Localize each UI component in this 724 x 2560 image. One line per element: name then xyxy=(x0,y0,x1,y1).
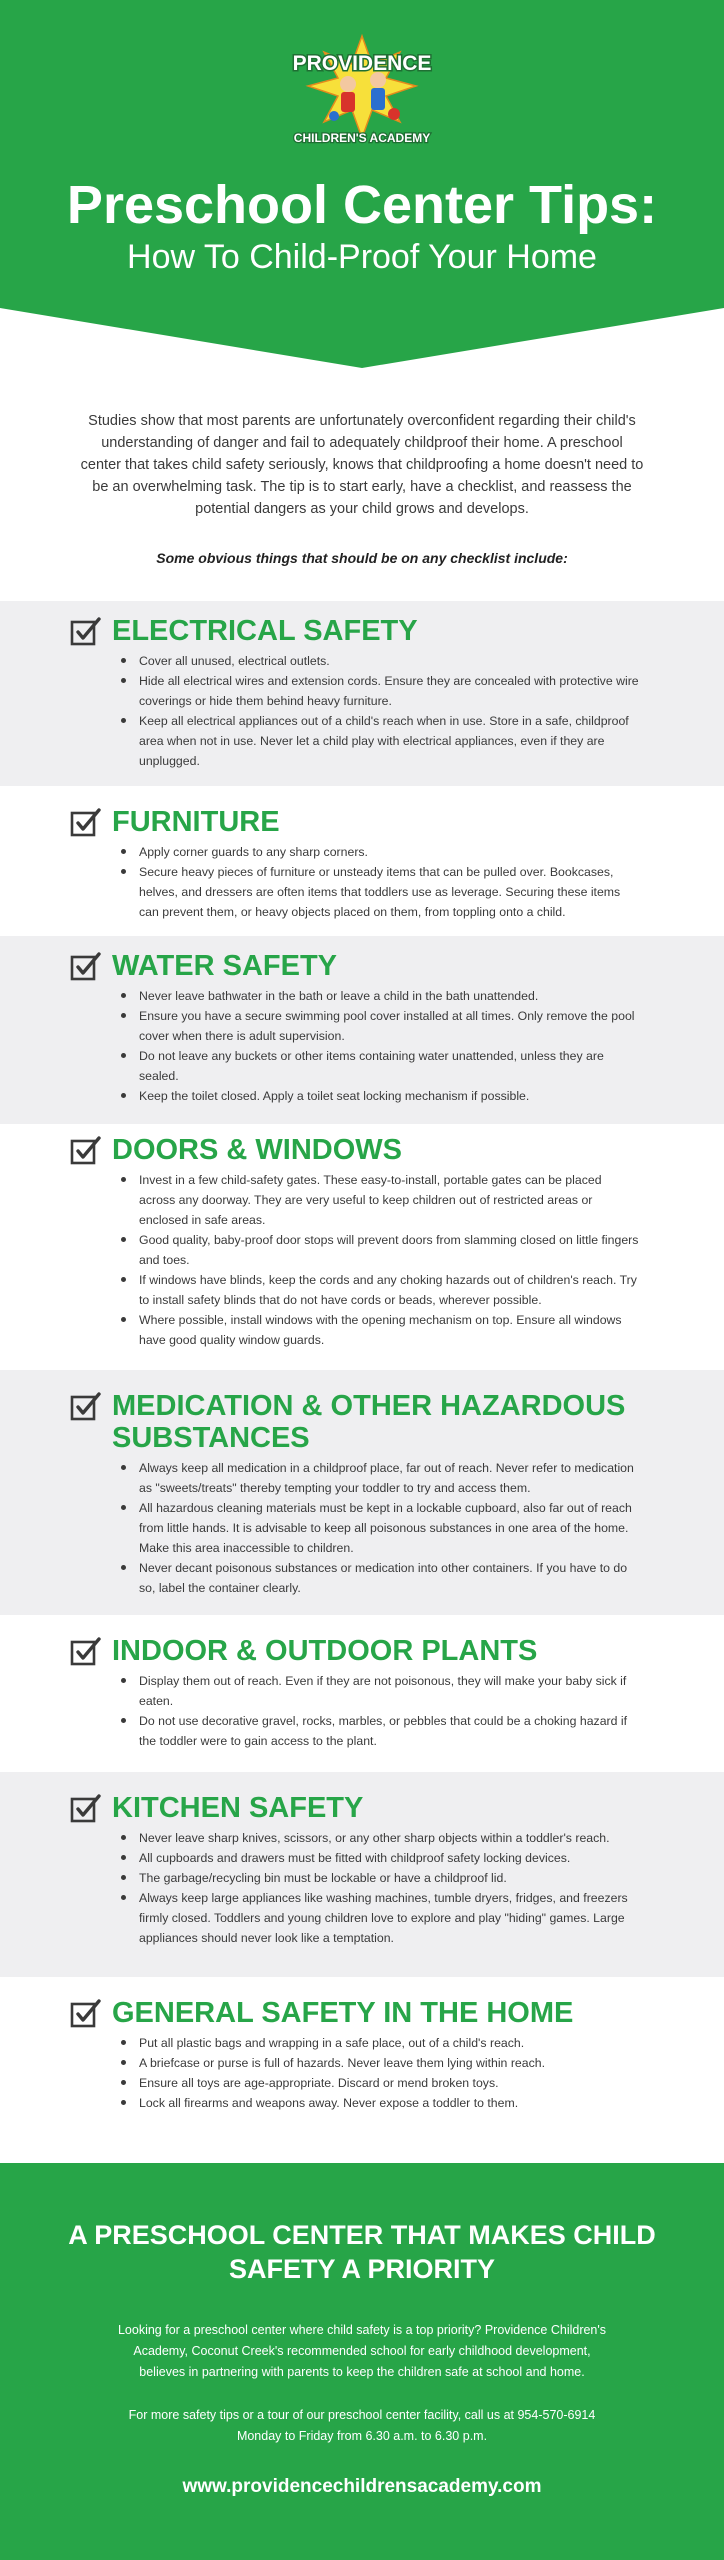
tip-item: Lock all firearms and weapons away. Never expose a toddler to them. xyxy=(139,2093,639,2113)
tip-item: Always keep large appliances like washing machines, tumble dryers, fridges, and freezers firmly closed. Toddlers and young children love to explore and play "hiding" games. Large appliances should never look like a temptation. xyxy=(139,1888,639,1948)
checkbox-icon xyxy=(70,1636,102,1668)
footer-paragraph: Looking for a preschool center where child safety is a top priority? Providence Children's Academy, Coconut Creek's recommended school for early childhood development, believes in partnering with parents to keep the children safe at school and home. xyxy=(117,2323,607,2379)
tip-list xyxy=(139,842,639,922)
tip-item: Ensure all toys are age-appropriate. Discard or mend broken toys. xyxy=(139,2073,639,2093)
tip-item: All hazardous cleaning materials must be kept in a lockable cupboard, also far out of reach from little hands. It is advisable to keep all poisonous substances in one area of the home. Make this area inaccessible to children. xyxy=(139,1498,639,1558)
tip-item: Apply corner guards to any sharp corners. xyxy=(139,842,639,862)
section-title: MEDICATION & OTHER HAZARDOUS SUBSTANCES xyxy=(112,1390,626,1454)
tip-item: Invest in a few child-safety gates. These easy-to-install, portable gates can be placed across any doorway. They are very useful to keep children out of restricted areas or enclosed in safe areas. xyxy=(139,1170,639,1230)
checklist-section xyxy=(0,1615,724,1772)
academy-logo xyxy=(282,30,442,150)
tip-item: Never leave bathwater in the bath or leave a child in the bath unattended. xyxy=(139,986,639,1006)
tip-item: Never decant poisonous substances or medication into other containers. If you have to do so, label the container clearly. xyxy=(139,1558,639,1598)
checkbox-icon xyxy=(70,951,102,983)
tip-item: Ensure you have a secure swimming pool cover installed at all times. Only remove the pool cover when there is adult supervision. xyxy=(139,1006,639,1046)
checklist-section xyxy=(0,936,724,1124)
tip-item: Keep the toilet closed. Apply a toilet seat locking mechanism if possible. xyxy=(139,1086,639,1106)
checkbox-icon xyxy=(70,616,102,648)
tip-item: Good quality, baby-proof door stops will prevent doors from slamming closed on little fingers and toes. xyxy=(139,1230,639,1270)
section-title: ELECTRICAL SAFETY xyxy=(112,615,418,647)
page-title: Preschool Center Tips: xyxy=(66,175,658,235)
checkbox-icon xyxy=(70,1793,102,1825)
section-title: FURNITURE xyxy=(112,806,280,838)
logo-name: PROVIDENCE xyxy=(292,52,432,75)
checklist-lead: Some obvious things that should be on any checklist include: xyxy=(156,550,568,566)
tip-item: Where possible, install windows with the opening mechanism on top. Ensure all windows have good quality window guards. xyxy=(139,1310,639,1350)
checklist-section xyxy=(0,786,724,936)
checklist-section xyxy=(0,601,724,786)
section-title: KITCHEN SAFETY xyxy=(112,1792,364,1824)
section-title: GENERAL SAFETY IN THE HOME xyxy=(112,1997,574,2029)
checklist-section xyxy=(0,1370,724,1615)
checkbox-icon xyxy=(70,807,102,839)
header-banner xyxy=(0,0,724,370)
tip-item: If windows have blinds, keep the cords and any choking hazards out of children's reach. Try to install safety blinds that do not have cords or beads, wherever possible. xyxy=(139,1270,639,1310)
footer-banner xyxy=(0,2163,724,2560)
website-link[interactable]: www.providencechildrensacademy.com xyxy=(182,2476,542,2497)
tip-item: Keep all electrical appliances out of a child's reach when in use. Store in a safe, childproof area when not in use. Never let a child play with electrical appliances, even if they are unplugged. xyxy=(139,711,639,771)
tip-list xyxy=(139,1458,639,1598)
tip-item: Cover all unused, electrical outlets. xyxy=(139,651,639,671)
tip-item: The garbage/recycling bin must be lockable or have a childproof lid. xyxy=(139,1868,639,1888)
tip-item: Do not use decorative gravel, rocks, marbles, or pebbles that could be a choking hazard if the toddler were to gain access to the plant. xyxy=(139,1711,639,1751)
tip-item: Hide all electrical wires and extension cords. Ensure they are concealed with protective wire coverings or hide them behind heavy furniture. xyxy=(139,671,639,711)
page-subtitle: How To Child-Proof Your Home xyxy=(127,238,597,276)
section-title: INDOOR & OUTDOOR PLANTS xyxy=(112,1635,538,1667)
tip-list xyxy=(139,1828,639,1948)
tip-item: Never leave sharp knives, scissors, or any other sharp objects within a toddler's reach. xyxy=(139,1828,639,1848)
checklist-section xyxy=(0,1977,724,2163)
section-title: WATER SAFETY xyxy=(112,950,338,982)
tip-list xyxy=(139,986,639,1106)
tip-list xyxy=(139,651,639,771)
checkbox-icon xyxy=(70,1135,102,1167)
footer-contact: For more safety tips or a tour of our preschool center facility, call us at 954-570-6914 Monday to Friday from 6.30 a.m. to 6.30 p.m. xyxy=(128,2408,596,2443)
checklist-section xyxy=(0,1124,724,1370)
logo-subname: CHILDREN'S ACADEMY xyxy=(293,131,431,145)
tip-item: Do not leave any buckets or other items containing water unattended, unless they are sealed. xyxy=(139,1046,639,1086)
tip-item: Always keep all medication in a childproof place, far out of reach. Never refer to medication as "sweets/treats" thereby tempting your toddler to try and access them. xyxy=(139,1458,639,1498)
tip-item: Secure heavy pieces of furniture or unsteady items that can be pulled over. Bookcases, helves, and dressers are often items that toddlers use as leverage. Securing these items can prevent them, or heavy objects placed on them, from toppling onto a child. xyxy=(139,862,639,922)
tip-list xyxy=(139,1671,639,1751)
tip-list xyxy=(139,2033,639,2113)
checkbox-icon xyxy=(70,1391,102,1423)
checklist-section xyxy=(0,1772,724,1977)
tip-item: Put all plastic bags and wrapping in a safe place, out of a child's reach. xyxy=(139,2033,639,2053)
tip-item: Display them out of reach. Even if they are not poisonous, they will make your baby sick if eaten. xyxy=(139,1671,639,1711)
tip-item: A briefcase or purse is full of hazards. Never leave them lying within reach. xyxy=(139,2053,639,2073)
intro-paragraph: Studies show that most parents are unfortunately overconfident regarding their child's understanding of danger and fail to adequately childproof their home. A preschool center that takes child safety seriously, knows that childproofing a home doesn't need to be an overwhelming task. The tip is to start early, have a checklist, and reassess the potential dangers as your child grows and develops. xyxy=(80,413,644,517)
footer-title: A PRESCHOOL CENTER THAT MAKES CHILD SAFETY A PRIORITY xyxy=(68,2220,656,2284)
checkbox-icon xyxy=(70,1998,102,2030)
tip-item: All cupboards and drawers must be fitted with childproof safety locking devices. xyxy=(139,1848,639,1868)
tip-list xyxy=(139,1170,639,1350)
section-title: DOORS & WINDOWS xyxy=(112,1134,402,1166)
